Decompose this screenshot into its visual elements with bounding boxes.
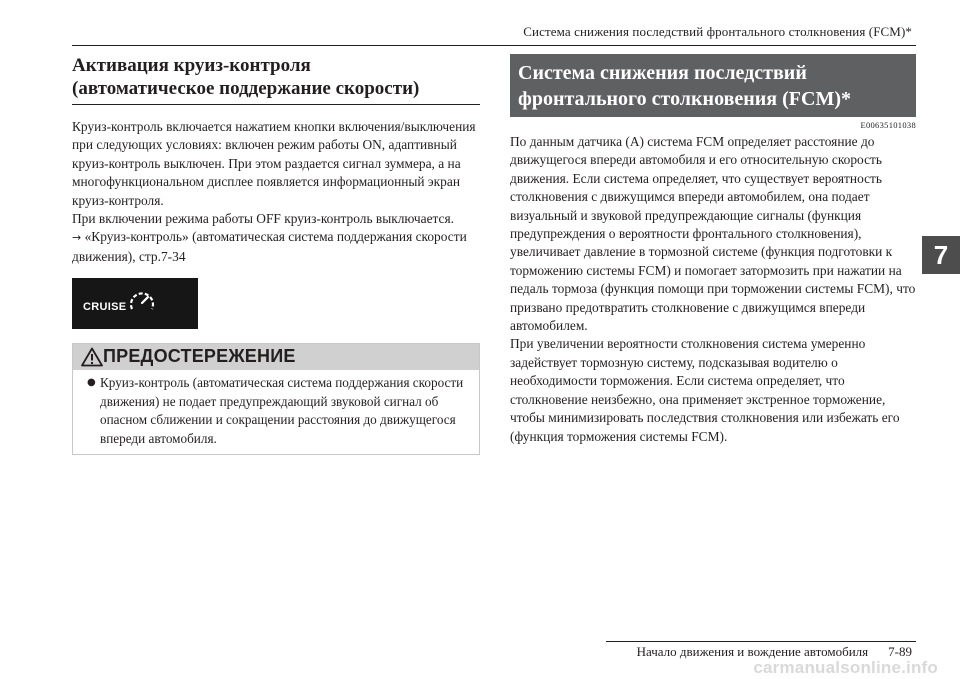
paragraph: Круиз-контроль включается нажатием кнопки включения/выключения при следующих условиях: включен режим работы ON, адаптивный круиз-контроль выключен. При этом раздается сигнал зуммера, а на многофункциональном дисплее появляется информационный экран круиз-контроля. xyxy=(72,119,476,208)
paragraph: По данным датчика (A) система FCM определяет расстояние до движущегося впереди автомобиля и его относительную скорость движения. Если система определяет, что существует вероятность столкновения с движущимся впереди автомобилем, она подает визуальный и звуковой предупреждающие сигналы (функция предупреждения о вероятности фронтального столкновения), увеличивает давление в тормозной системе (функция подготовки к торможению системы FCM) и помогает затормозить при нажатии на педаль тормоза (функция помощи при торможении системы FCM), что призвано предотвратить столкновение с движущимся впереди автомобилем. xyxy=(510,134,916,334)
banner-line-1: Система снижения последствий xyxy=(518,62,807,84)
chapter-tab: 7 xyxy=(922,236,960,274)
title-line-1: Активация круиз-контроля xyxy=(72,55,311,76)
warning-text: Круиз-контроль (автоматическая система поддержания скорости движения) не подает предупреждающий звуковой сигнал об опасном сближении и сокращении расстояния до движущегося впереди автомобиля. xyxy=(100,375,464,447)
section-banner-fcm xyxy=(510,54,916,117)
paragraph: При включении режима работы OFF круиз-контроль выключается. xyxy=(72,211,454,227)
page-number: 7-89 xyxy=(888,644,912,659)
document-code: E00635101038 xyxy=(860,120,916,130)
speedometer-icon xyxy=(127,287,157,317)
running-header: Система снижения последствий фронтального столкновения (FCM)* xyxy=(523,24,912,39)
bullet-icon: ● xyxy=(87,377,96,389)
cross-reference-text: «Круиз-контроль» (автоматическая система поддержания скорости движения), стр.7-34 xyxy=(72,229,467,264)
watermark: carmanualsonline.info xyxy=(753,658,938,677)
section-title-cruise-activation xyxy=(72,54,480,105)
left-column xyxy=(72,54,480,455)
footer-section: Начало движения и вождение автомобиля xyxy=(636,644,869,659)
paragraph: При увеличении вероятности столкновения система умеренно задействует тормозную систему, подсказывая водителю о необходимости торможения. Если система определяет, что столкновение неизбежно, она применяет экстренное торможение, чтобы минимизировать последствия столкновения или избежать его (функция торможения системы FCM). xyxy=(510,336,900,444)
arrow-right-icon: → xyxy=(72,231,82,245)
cruise-indicator-label: CRUISE xyxy=(83,301,127,314)
warning-triangle-icon xyxy=(81,347,103,367)
cross-reference xyxy=(72,228,480,266)
footer-rule xyxy=(606,641,916,642)
warning-title: ПРЕДОСТЕРЕЖЕНИЕ xyxy=(103,346,296,367)
warning-box xyxy=(72,343,480,454)
warning-header xyxy=(73,344,479,370)
right-column xyxy=(510,54,916,446)
warning-body xyxy=(73,370,479,453)
banner-line-2: фронтального столкновения (FCM)* xyxy=(518,88,851,110)
fcm-description xyxy=(510,133,916,446)
title-line-2: (автоматическое поддержание скорости) xyxy=(72,78,420,99)
cruise-indicator-image xyxy=(72,278,198,329)
header-rule xyxy=(72,45,916,46)
cruise-activation-text xyxy=(72,118,480,266)
